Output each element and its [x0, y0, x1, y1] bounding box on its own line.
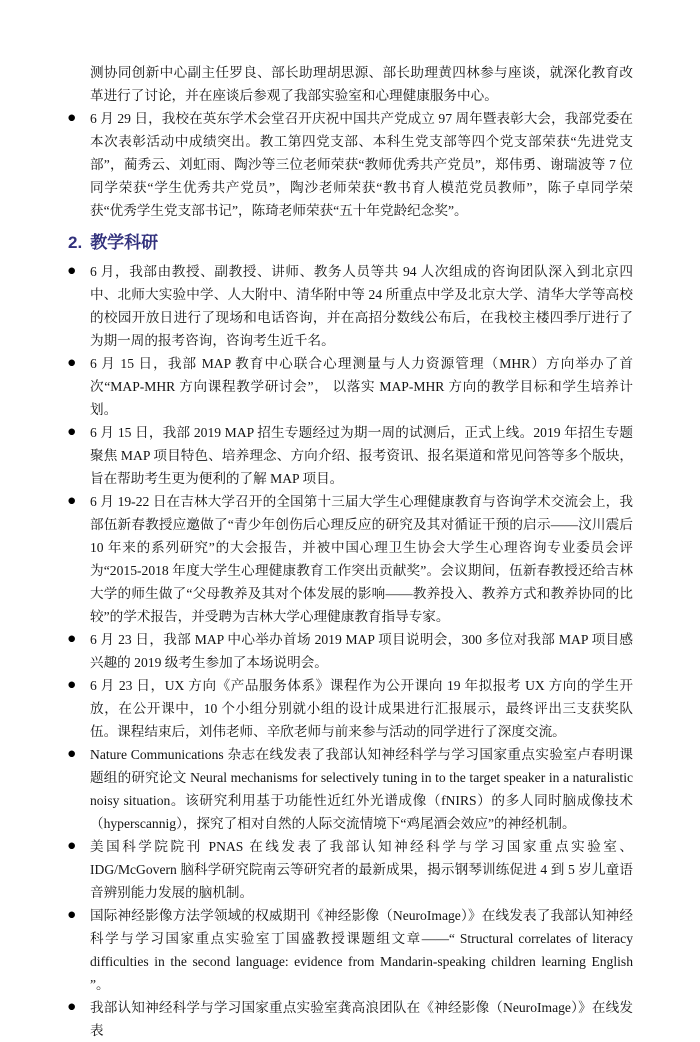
list-item-map-admissions-site: [68, 421, 633, 490]
list-item-nature-communications: [68, 743, 633, 835]
bullet-icon: ●: [68, 680, 76, 690]
list-item-neuroimage-gong: [68, 996, 633, 1042]
list-item-party-awards: [68, 107, 633, 222]
bullet-icon: ●: [68, 427, 76, 437]
section-title: 教学科研: [90, 233, 159, 252]
bullet-icon: ●: [68, 266, 76, 276]
list-item-text: 6 月 19-22 日在吉林大学召开的全国第十三届大学生心理健康教育与咨询学术交流会上，我部伍新春教授应邀做了“青少年创伤后心理反应的研究及其对循证干预的启示——汶川震后 10 年来的系列研究”的大会报告，并被中国心理卫生协会大学生心理咨询专业委员会评为“2015-2018 年度大学生心理健康教育工作突出贡献奖”。会议期间，伍新春教授还给吉林大学的师生做了“父母教养及其对个体发展的影响——教养投入、教养方式和教养协同的比较”的学术报告，并受聘为吉林大学心理健康教育指导专家。: [90, 494, 633, 624]
list-item-text: 6 月，我部由教授、副教授、讲师、教务人员等共 94 人次组成的咨询团队深入到北京四中、北师大实验中学、人大附中、清华附中等 24 所重点中学及北京大学、清华大学等高校的校园开放日进行了现场和电话咨询，并在高招分数线公布后，在我校主楼四季厅进行了为期一周的报考咨询，咨询考生近千名。: [90, 264, 633, 348]
list-item-neuroimage-ding: [68, 904, 633, 996]
bullet-icon: ●: [68, 358, 76, 368]
bullet-icon: ●: [68, 1002, 76, 1012]
list-item-text: Nature Communications 杂志在线发表了我部认知神经科学与学习国家重点实验室卢春明课题组的研究论文 Neural mechanisms for selectively tuning in to the target speaker in a naturalistic noisy situation。该研究利用基于功能性近红外光谱成像（fNIRS）的多人同时脑成像技术（hyperscannig），探究了相对自然的人际交流情境下“鸡尾酒会效应”的神经机制。: [90, 747, 633, 831]
section-number: 2.: [68, 233, 83, 252]
intro-paragraph: 测协同创新中心副主任罗良、部长助理胡思源、部长助理黄四林参与座谈，就深化教育改革进行了讨论，并在座谈后参观了我部实验室和心理健康服务中心。: [90, 65, 633, 103]
list-item-pnas: [68, 835, 633, 904]
list-item-text: 我部认知神经科学与学习国家重点实验室龚高浪团队在《神经影像（NeuroImage）》在线发表: [90, 1000, 633, 1038]
bullet-icon: ●: [68, 910, 76, 920]
list-item-consulting: [68, 260, 633, 352]
list-item-jilin-conference: [68, 490, 633, 628]
list-item-map-info-session: [68, 628, 633, 674]
bullet-icon: ●: [68, 749, 76, 759]
bullet-icon: ●: [68, 841, 76, 851]
list-item-text: 6 月 15 日，我部 2019 MAP 招生专题经过为期一周的试测后，正式上线。2019 年招生专题聚焦 MAP 项目特色、培养理念、方向介绍、报考资讯、报名渠道和常见问答等多个版块，旨在帮助考生更为便利的了解 MAP 项目。: [90, 425, 633, 486]
list-item-text: 6 月 23 日，UX 方向《产品服务体系》课程作为公开课向 19 年拟报考 UX 方向的学生开放，在公开课中，10 个小组分别就小组的设计成果进行汇报展示，最终评出三支获奖队伍。课程结束后，刘伟老师、辛欣老师与前来参与活动的同学进行了深度交流。: [90, 678, 633, 739]
page-content: [68, 61, 633, 1042]
list-item-map-mhr-seminar: [68, 352, 633, 421]
list-item-text: 国际神经影像方法学领域的权威期刊《神经影像（NeuroImage）》在线发表了我部认知神经科学与学习国家重点实验室丁国盛教授课题组文章——“ Structural correlates of literacy difficulties in the second language: evidence from Mandarin-speaking children learning English ”。: [90, 908, 633, 992]
section-heading-teaching-research: [68, 231, 633, 255]
bullet-icon: ●: [68, 634, 76, 644]
list-item-text: 美国科学院院刊 PNAS 在线发表了我部认知神经科学与学习国家重点实验室、IDG/McGovern 脑科学研究院南云等研究者的最新成果，揭示钢琴训练促进 4 到 5 岁儿童语音辨别能力发展的脑机制。: [90, 839, 633, 900]
list-item-text: 6 月 29 日，我校在英东学术会堂召开庆祝中国共产党成立 97 周年暨表彰大会，我部党委在本次表彰活动中成绩突出。教工第四党支部、本科生党支部等四个党支部荣获“先进党支部”，蔺秀云、刘虹雨、陶沙等三位老师荣获“教师优秀共产党员”，郑伟勇、谢瑞波等 7 位同学荣获“学生优秀共产党员”，陶沙老师荣获“教书育人模范党员教师”，陈子卓同学荣获“优秀学生党支部书记”，陈琦老师荣获“五十年党龄纪念奖”。: [90, 111, 633, 218]
bullet-icon: ●: [68, 496, 76, 506]
list-item-text: 6 月 23 日，我部 MAP 中心举办首场 2019 MAP 项目说明会，300 多位对我部 MAP 项目感兴趣的 2019 级考生参加了本场说明会。: [90, 632, 633, 670]
bullet-icon: ●: [68, 113, 76, 123]
list-item-text: 6 月 15 日，我部 MAP 教育中心联合心理测量与人力资源管理（MHR）方向举办了首次“MAP-MHR 方向课程教学研讨会”， 以落实 MAP-MHR 方向的教学目标和学生培养计划。: [90, 356, 633, 417]
list-item-ux-open-course: [68, 674, 633, 743]
